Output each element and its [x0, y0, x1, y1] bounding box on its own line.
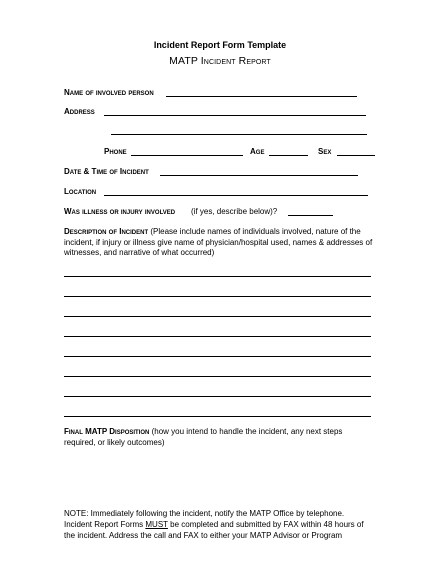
description-line-6[interactable] [64, 376, 371, 377]
description-line-2[interactable] [64, 296, 371, 297]
description-line-7[interactable] [64, 396, 371, 397]
disposition-block [64, 427, 364, 448]
note-block [64, 508, 394, 541]
name-label: Name of involved person [64, 88, 154, 97]
form-title: MATP Incident Report [169, 55, 271, 67]
date-time-label: Date & Time of Incident [64, 167, 149, 176]
address-field-line-2[interactable] [111, 134, 367, 135]
illness-hint: (if yes, describe below)? [191, 207, 278, 216]
description-block [64, 227, 384, 259]
name-field[interactable] [166, 96, 357, 97]
document-title: Incident Report Form Template [153, 40, 287, 50]
sex-label: Sex [318, 147, 332, 156]
illness-label: Was illness or injury involved [64, 207, 176, 216]
must-emphasis: MUST [145, 520, 168, 529]
description-line-8[interactable] [64, 416, 371, 417]
location-label: Location [64, 187, 97, 196]
age-field[interactable] [269, 155, 308, 156]
description-line-4[interactable] [64, 336, 371, 337]
sex-field[interactable] [337, 155, 375, 156]
illness-field[interactable] [288, 215, 333, 216]
disposition-instructions: (how you intend to handle the incident, any next steps required, or likely outcomes) [64, 427, 343, 447]
phone-label: Phone [104, 147, 127, 156]
description-line-5[interactable] [64, 356, 371, 357]
note-line-3: the incident. Address the call and FAX to either your MATP Advisor or Program [64, 531, 343, 540]
address-field-line-1[interactable] [104, 115, 366, 116]
description-line-1[interactable] [64, 276, 371, 277]
note-line-1: NOTE: Immediately following the incident, notify the MATP Office by telephone. [64, 509, 345, 518]
description-label: Description of Incident [64, 227, 149, 236]
description-line-3[interactable] [64, 316, 371, 317]
date-time-field[interactable] [160, 175, 358, 176]
description-instructions: (Please include names of individuals involved, nature of the incident, if injury or illness give name of physician/hospital used, names & addresses of witnesses, and narrative of what occurred) [64, 227, 373, 257]
age-label: Age [250, 147, 265, 156]
phone-field[interactable] [131, 155, 243, 156]
note-line-2: Incident Report Forms MUST be completed and submitted by FAX within 48 hours of [64, 520, 364, 529]
address-label: Address [64, 107, 95, 116]
disposition-label: Final MATP Disposition [64, 427, 150, 436]
location-field[interactable] [104, 195, 368, 196]
